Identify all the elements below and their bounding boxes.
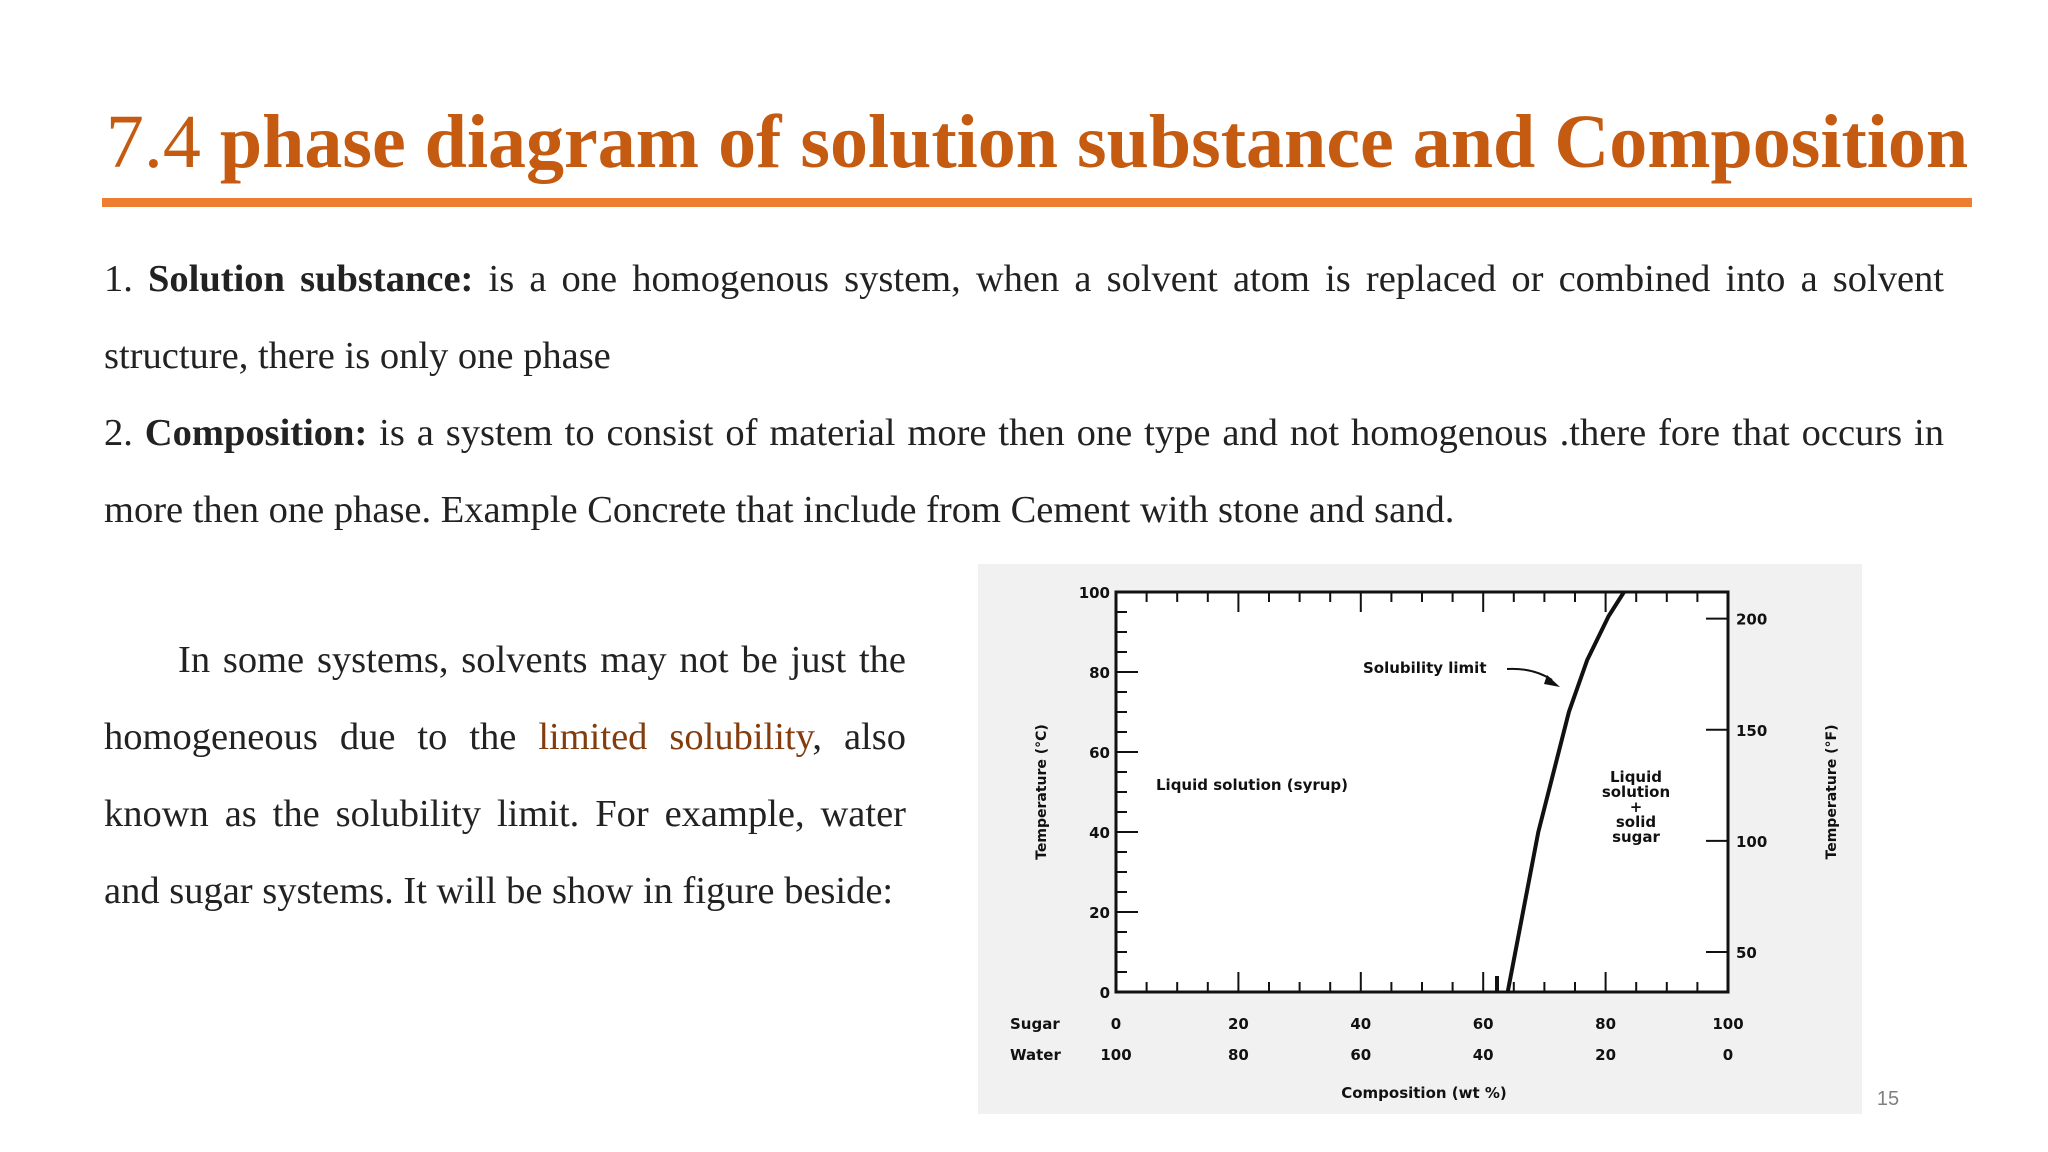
y-tick-label-fahrenheit: 50 <box>1736 944 1757 962</box>
limited-solubility-highlight: limited solubility <box>538 716 813 758</box>
y-tick-label-fahrenheit: 100 <box>1736 832 1768 851</box>
y-tick-label-celsius: 40 <box>1089 824 1110 842</box>
two-phase-label-line5: sugar <box>1612 828 1660 846</box>
solubility-limit-label: Solubility limit <box>1363 659 1487 677</box>
paragraph-solubility: In some systems, solvents may not be just the homogeneous due to the limited solubility, also known as the solubility limit. For example, water and sugar systems. It will be show in figure beside: <box>104 639 906 912</box>
x-tick-label-water: 80 <box>1227 1046 1249 1064</box>
y-tick-label-celsius: 100 <box>1078 584 1110 602</box>
x-tick-label-sugar: 40 <box>1350 1015 1372 1033</box>
paragraph-composition: 2. Composition: is a system to consist of material more then one type and not homogenous .there fore that occurs in more then one phase. Example Concrete that include from Cement with stone and sand. <box>104 412 1944 531</box>
y-tick-label-celsius: 0 <box>1099 984 1110 1002</box>
x-tick-label-sugar: 80 <box>1595 1015 1617 1033</box>
x-tick-label-sugar: 20 <box>1227 1015 1249 1033</box>
sugar-row-label: Sugar <box>1010 1015 1060 1033</box>
x-tick-label-water: 40 <box>1472 1046 1494 1064</box>
y-tick-label-celsius: 60 <box>1089 744 1110 762</box>
two-phase-label-line2: solution <box>1601 783 1671 801</box>
term-solution-substance: Solution substance: <box>148 258 474 300</box>
x-tick-label-sugar: 100 <box>1712 1015 1744 1033</box>
page-number: 15 <box>1876 1088 1900 1110</box>
two-phase-label-line3: + <box>1629 798 1643 816</box>
y-axis-label-celsius: Temperature (°C) <box>1034 724 1050 860</box>
term-composition: Composition: <box>144 412 368 454</box>
x-tick-labels <box>1100 1015 1743 1064</box>
phase-diagram-chart <box>978 564 1862 1114</box>
x-tick-label-water: 20 <box>1595 1046 1617 1064</box>
x-tick-label-water: 100 <box>1100 1046 1132 1064</box>
x-axis-label: Composition (wt %) <box>1341 1084 1507 1102</box>
phase-diagram-figure <box>978 564 1862 1114</box>
title-underline <box>102 198 1972 207</box>
two-phase-label-line1: Liquid <box>1610 768 1662 786</box>
y-tick-label-celsius: 20 <box>1089 904 1110 922</box>
y-tick-label-fahrenheit: 200 <box>1736 610 1768 629</box>
x-tick-label-sugar: 0 <box>1110 1015 1122 1033</box>
x-tick-label-water: 0 <box>1722 1046 1734 1064</box>
paragraph-solution-substance: 1. Solution substance: is a one homogenous system, when a solvent atom is replaced or combined into a solvent structure, there is only one phase <box>104 258 1945 377</box>
y-tick-labels-left <box>1079 584 1110 1002</box>
two-phase-label-line4: solid <box>1615 813 1657 831</box>
y-tick-label-celsius: 80 <box>1089 664 1110 682</box>
water-row-label: Water <box>1010 1046 1061 1064</box>
slide-title: 7.4 phase diagram of solution substance and Composition <box>105 100 1969 184</box>
liquid-solution-label: Liquid solution (syrup) <box>1156 776 1349 794</box>
x-tick-label-sugar: 60 <box>1472 1015 1494 1033</box>
x-tick-label-water: 60 <box>1350 1046 1372 1064</box>
y-axis-label-fahrenheit: Temperature (°F) <box>1824 724 1840 860</box>
y-tick-labels-right <box>1736 611 1767 962</box>
y-tick-label-fahrenheit: 150 <box>1736 721 1768 740</box>
